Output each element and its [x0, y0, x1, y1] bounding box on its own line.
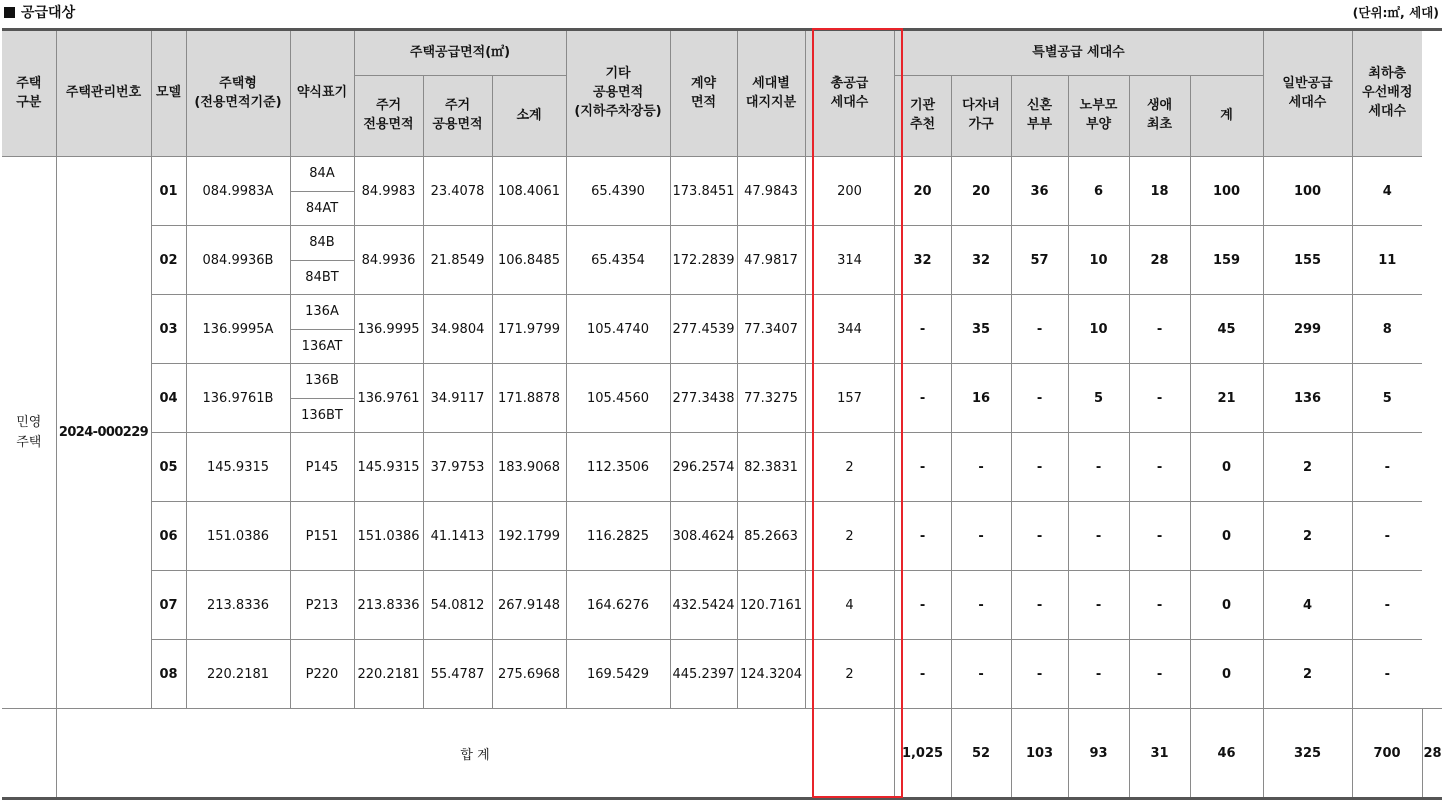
land-share-cell: 85.2663 — [737, 502, 805, 571]
col-mgmt-no: 주택관리번호 — [56, 30, 151, 157]
totals-institution-cell: 52 — [951, 709, 1011, 799]
abbr-cell: 84A — [290, 157, 354, 192]
model-cell: 01 — [151, 157, 186, 226]
institution-cell: - — [894, 433, 951, 502]
multichild-cell: - — [951, 502, 1011, 571]
exclusive-cell: 151.0386 — [354, 502, 423, 571]
land-share-cell: 124.3204 — [737, 640, 805, 709]
common-cell: 23.4078 — [423, 157, 492, 226]
abbr-cell: 136A — [290, 295, 354, 330]
general-cell: 136 — [1263, 364, 1352, 433]
newlywed-cell: - — [1011, 433, 1068, 502]
other-common-cell: 105.4560 — [566, 364, 670, 433]
total-supply-cell: 4 — [805, 571, 894, 640]
contract-cell: 277.4539 — [670, 295, 737, 364]
newlywed-cell: - — [1011, 571, 1068, 640]
category-line: 민영 — [16, 415, 42, 430]
subtotal-cell: 108.4061 — [492, 157, 566, 226]
elderly-cell: - — [1068, 571, 1129, 640]
common-cell: 37.9753 — [423, 433, 492, 502]
elderly-cell: - — [1068, 640, 1129, 709]
lowest-floor-cell: 8 — [1352, 295, 1422, 364]
multichild-cell: 16 — [951, 364, 1011, 433]
other-common-cell: 105.4740 — [566, 295, 670, 364]
abbr-cell: 136B — [290, 364, 354, 399]
newlywed-cell: - — [1011, 295, 1068, 364]
elderly-cell: 10 — [1068, 295, 1129, 364]
contract-cell: 173.8451 — [670, 157, 737, 226]
land-share-cell: 82.3831 — [737, 433, 805, 502]
common-cell: 54.0812 — [423, 571, 492, 640]
general-cell: 155 — [1263, 226, 1352, 295]
newlywed-cell: - — [1011, 640, 1068, 709]
land-share-cell: 77.3275 — [737, 364, 805, 433]
unit-note: (단위:㎡, 세대) — [1352, 5, 1439, 20]
col-housing-type: 주택 구분 — [2, 30, 56, 157]
elderly-cell: 6 — [1068, 157, 1129, 226]
col-supply-area: 주택공급면적(㎡) — [354, 30, 566, 76]
institution-cell: - — [894, 571, 951, 640]
general-cell: 2 — [1263, 502, 1352, 571]
col-exclusive: 주거 전용면적 — [354, 76, 423, 157]
house-type-cell: 084.9936B — [186, 226, 290, 295]
supply-table — [2, 28, 1442, 800]
house-type-cell: 213.8336 — [186, 571, 290, 640]
total-supply-cell: 2 — [805, 640, 894, 709]
land-share-cell: 77.3407 — [737, 295, 805, 364]
general-cell: 2 — [1263, 433, 1352, 502]
abbr-cell: P145 — [290, 433, 354, 502]
model-cell: 06 — [151, 502, 186, 571]
land-share-cell: 120.7161 — [737, 571, 805, 640]
subtotal-cell: 106.8485 — [492, 226, 566, 295]
table-row — [2, 295, 1442, 330]
subtotal-cell: 171.9799 — [492, 295, 566, 364]
common-cell: 34.9804 — [423, 295, 492, 364]
totals-label: 합 계 — [56, 709, 894, 799]
col-total-supply: 총공급 세대수 — [805, 30, 894, 157]
table-row — [2, 640, 1442, 709]
totals-total-cell: 1,025 — [894, 709, 951, 799]
general-cell: 4 — [1263, 571, 1352, 640]
general-cell: 299 — [1263, 295, 1352, 364]
totals-general-cell: 700 — [1352, 709, 1422, 799]
col-lowest-floor: 최하층 우선배정 세대수 — [1352, 30, 1422, 157]
totals-first-time-cell: 46 — [1190, 709, 1263, 799]
contract-cell: 296.2574 — [670, 433, 737, 502]
table-row — [2, 433, 1442, 502]
special-sum-cell: 0 — [1190, 571, 1263, 640]
house-type-cell: 136.9761B — [186, 364, 290, 433]
col-house-type: 주택형 (전용면적기준) — [186, 30, 290, 157]
totals-blank-cell — [2, 709, 56, 799]
other-common-cell: 169.5429 — [566, 640, 670, 709]
land-share-cell: 47.9817 — [737, 226, 805, 295]
lowest-floor-cell: 11 — [1352, 226, 1422, 295]
other-common-cell: 164.6276 — [566, 571, 670, 640]
section-title-text: 공급대상 — [21, 5, 76, 21]
col-model: 모델 — [151, 30, 186, 157]
abbr-cell: P213 — [290, 571, 354, 640]
contract-cell: 277.3438 — [670, 364, 737, 433]
first-time-cell: - — [1129, 295, 1190, 364]
abbr-cell: 84B — [290, 226, 354, 261]
first-time-cell: - — [1129, 502, 1190, 571]
abbr-cell: 84AT — [290, 191, 354, 226]
common-cell: 41.1413 — [423, 502, 492, 571]
newlywed-cell: 57 — [1011, 226, 1068, 295]
institution-cell: 32 — [894, 226, 951, 295]
first-time-cell: - — [1129, 364, 1190, 433]
total-supply-cell: 344 — [805, 295, 894, 364]
house-type-cell: 084.9983A — [186, 157, 290, 226]
elderly-cell: - — [1068, 502, 1129, 571]
lowest-floor-cell: - — [1352, 502, 1422, 571]
col-general: 일반공급 세대수 — [1263, 30, 1352, 157]
col-contract: 계약 면적 — [670, 30, 737, 157]
col-subtotal: 소계 — [492, 76, 566, 157]
exclusive-cell: 84.9983 — [354, 157, 423, 226]
abbr-cell: 136AT — [290, 329, 354, 364]
total-supply-cell: 200 — [805, 157, 894, 226]
subtotal-cell: 267.9148 — [492, 571, 566, 640]
multichild-cell: 35 — [951, 295, 1011, 364]
square-bullet-icon — [4, 7, 15, 18]
section-title — [4, 2, 75, 22]
col-institution: 기관 추천 — [894, 76, 951, 157]
house-type-cell: 136.9995A — [186, 295, 290, 364]
special-sum-cell: 0 — [1190, 640, 1263, 709]
subtotal-cell: 171.8878 — [492, 364, 566, 433]
house-type-cell: 145.9315 — [186, 433, 290, 502]
totals-lowest-floor-cell: 28 — [1422, 709, 1442, 799]
institution-cell: - — [894, 640, 951, 709]
model-cell: 08 — [151, 640, 186, 709]
first-time-cell: 18 — [1129, 157, 1190, 226]
contract-cell: 445.2397 — [670, 640, 737, 709]
special-sum-cell: 45 — [1190, 295, 1263, 364]
total-supply-cell: 314 — [805, 226, 894, 295]
exclusive-cell: 145.9315 — [354, 433, 423, 502]
contract-cell: 432.5424 — [670, 571, 737, 640]
special-sum-cell: 100 — [1190, 157, 1263, 226]
header-row-1 — [2, 30, 1442, 76]
table-row — [2, 226, 1442, 261]
common-cell: 21.8549 — [423, 226, 492, 295]
lowest-floor-cell: 5 — [1352, 364, 1422, 433]
section-header — [0, 0, 1443, 22]
other-common-cell: 65.4354 — [566, 226, 670, 295]
col-common: 주거 공용면적 — [423, 76, 492, 157]
house-type-cell: 220.2181 — [186, 640, 290, 709]
exclusive-cell: 213.8336 — [354, 571, 423, 640]
lowest-floor-cell: - — [1352, 640, 1422, 709]
col-special: 특별공급 세대수 — [894, 30, 1263, 76]
totals-elderly-cell: 31 — [1129, 709, 1190, 799]
institution-cell: - — [894, 295, 951, 364]
elderly-cell: 5 — [1068, 364, 1129, 433]
lowest-floor-cell: - — [1352, 433, 1422, 502]
subtotal-cell: 183.9068 — [492, 433, 566, 502]
table-row — [2, 571, 1442, 640]
housing-category-cell — [2, 157, 56, 709]
institution-cell: - — [894, 502, 951, 571]
multichild-cell: - — [951, 571, 1011, 640]
abbr-cell: 136BT — [290, 398, 354, 433]
col-newlywed: 신혼 부부 — [1011, 76, 1068, 157]
special-sum-cell: 21 — [1190, 364, 1263, 433]
model-cell: 03 — [151, 295, 186, 364]
special-sum-cell: 0 — [1190, 502, 1263, 571]
other-common-cell: 116.2825 — [566, 502, 670, 571]
multichild-cell: - — [951, 640, 1011, 709]
newlywed-cell: 36 — [1011, 157, 1068, 226]
totals-row — [2, 709, 1442, 799]
model-cell: 05 — [151, 433, 186, 502]
other-common-cell: 112.3506 — [566, 433, 670, 502]
contract-cell: 172.2839 — [670, 226, 737, 295]
elderly-cell: 10 — [1068, 226, 1129, 295]
lowest-floor-cell: 4 — [1352, 157, 1422, 226]
col-land-share: 세대별 대지지분 — [737, 30, 805, 157]
exclusive-cell: 220.2181 — [354, 640, 423, 709]
totals-special-sum-cell: 325 — [1263, 709, 1352, 799]
model-cell: 04 — [151, 364, 186, 433]
first-time-cell: - — [1129, 640, 1190, 709]
special-sum-cell: 0 — [1190, 433, 1263, 502]
institution-cell: - — [894, 364, 951, 433]
multichild-cell: 20 — [951, 157, 1011, 226]
institution-cell: 20 — [894, 157, 951, 226]
first-time-cell: - — [1129, 571, 1190, 640]
model-cell: 02 — [151, 226, 186, 295]
contract-cell: 308.4624 — [670, 502, 737, 571]
general-cell: 100 — [1263, 157, 1352, 226]
other-common-cell: 65.4390 — [566, 157, 670, 226]
subtotal-cell: 275.6968 — [492, 640, 566, 709]
totals-multichild-cell: 103 — [1011, 709, 1068, 799]
first-time-cell: - — [1129, 433, 1190, 502]
exclusive-cell: 84.9936 — [354, 226, 423, 295]
first-time-cell: 28 — [1129, 226, 1190, 295]
col-other-common: 기타 공용면적 (지하주차장등) — [566, 30, 670, 157]
col-first-time: 생애 최초 — [1129, 76, 1190, 157]
col-multichild: 다자녀 가구 — [951, 76, 1011, 157]
model-cell: 07 — [151, 571, 186, 640]
subtotal-cell: 192.1799 — [492, 502, 566, 571]
multichild-cell: - — [951, 433, 1011, 502]
elderly-cell: - — [1068, 433, 1129, 502]
col-elderly: 노부모 부양 — [1068, 76, 1129, 157]
total-supply-cell: 2 — [805, 433, 894, 502]
exclusive-cell: 136.9761 — [354, 364, 423, 433]
mgmt-no-cell: 2024-000229 — [56, 157, 151, 709]
category-line: 주택 — [16, 434, 42, 450]
common-cell: 34.9117 — [423, 364, 492, 433]
abbr-cell: 84BT — [290, 260, 354, 295]
general-cell: 2 — [1263, 640, 1352, 709]
table-row — [2, 364, 1442, 399]
totals-newlywed-cell: 93 — [1068, 709, 1129, 799]
abbr-cell: P151 — [290, 502, 354, 571]
common-cell: 55.4787 — [423, 640, 492, 709]
newlywed-cell: - — [1011, 364, 1068, 433]
land-share-cell: 47.9843 — [737, 157, 805, 226]
house-type-cell: 151.0386 — [186, 502, 290, 571]
abbr-cell: P220 — [290, 640, 354, 709]
total-supply-cell: 2 — [805, 502, 894, 571]
col-special-sum: 계 — [1190, 76, 1263, 157]
table-row — [2, 502, 1442, 571]
newlywed-cell: - — [1011, 502, 1068, 571]
multichild-cell: 32 — [951, 226, 1011, 295]
special-sum-cell: 159 — [1190, 226, 1263, 295]
exclusive-cell: 136.9995 — [354, 295, 423, 364]
lowest-floor-cell: - — [1352, 571, 1422, 640]
total-supply-cell: 157 — [805, 364, 894, 433]
table-row — [2, 157, 1442, 192]
col-abbr: 약식표기 — [290, 30, 354, 157]
